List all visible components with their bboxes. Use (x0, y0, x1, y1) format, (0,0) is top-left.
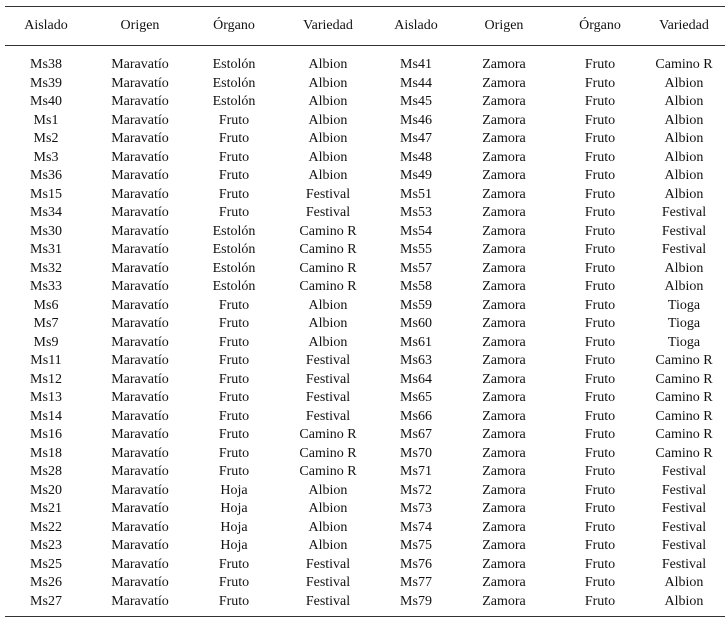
table-cell: Ms12 (30, 371, 62, 387)
table-cell: Fruto (218, 464, 250, 479)
table-cell: Ms1 (33, 112, 59, 128)
table-cell: Festival (661, 501, 707, 516)
table-cell: Fruto (584, 94, 616, 109)
table-cell: Ms74 (400, 519, 432, 535)
table-cell: Camino R (655, 408, 713, 424)
table-cell: Fruto (218, 112, 250, 128)
table-row (5, 297, 725, 316)
table-cell: Ms45 (400, 94, 432, 109)
table-cell: Zamora (482, 75, 526, 91)
table-row (5, 556, 725, 575)
table-cell: Festival (661, 482, 707, 498)
table-cell: Maravatío (111, 519, 169, 535)
table-cell: Festival (661, 205, 707, 220)
table-cell: Ms61 (400, 334, 432, 350)
table-cell: Maravatío (111, 131, 169, 146)
column-header: Origen (484, 18, 524, 33)
table-cell: Albion (308, 94, 348, 109)
table-cell: Festival (305, 353, 351, 368)
table-cell: Zamora (482, 575, 526, 590)
table-cell: Fruto (584, 131, 616, 146)
table-cell: Ms46 (400, 112, 432, 128)
table-row (5, 204, 725, 223)
table-cell: Zamora (482, 94, 526, 109)
table-row (5, 426, 725, 445)
table-row (5, 93, 725, 112)
column-header: Variedad (659, 18, 709, 33)
table-row (5, 500, 725, 519)
table-cell: Camino R (299, 464, 357, 479)
table-cell: Ms28 (30, 464, 62, 479)
table-cell: Fruto (218, 297, 250, 313)
table-cell: Ms7 (33, 316, 59, 331)
table-cell: Camino R (655, 390, 713, 405)
table-cell: Camino R (299, 445, 357, 461)
table-cell: Zamora (482, 519, 526, 535)
table-cell: Ms72 (400, 482, 432, 498)
table-cell: Festival (305, 186, 351, 202)
table-row (5, 130, 725, 149)
table-cell: Albion (664, 279, 704, 294)
table-cell: Ms32 (30, 260, 62, 276)
table-cell: Ms75 (400, 538, 432, 553)
table-cell: Ms60 (400, 316, 432, 331)
table-cell: Zamora (482, 297, 526, 313)
table-cell: Fruto (584, 427, 616, 442)
table-cell: Albion (308, 297, 348, 313)
table-cell: Ms49 (400, 168, 432, 183)
table-cell: Ms23 (30, 538, 62, 553)
table-cell: Albion (308, 316, 348, 331)
table-cell: Maravatío (111, 112, 169, 128)
table-cell: Ms31 (30, 242, 62, 257)
table-cell: Hoja (220, 482, 248, 498)
table-cell: Fruto (218, 445, 250, 461)
table-row (5, 186, 725, 205)
table-cell: Fruto (218, 168, 250, 183)
table-cell: Maravatío (111, 371, 169, 387)
table-cell: Fruto (218, 131, 250, 146)
table-cell: Zamora (482, 131, 526, 146)
table-cell: Festival (661, 242, 707, 257)
table-row (5, 75, 725, 94)
table-cell: Maravatío (111, 242, 169, 257)
table-cell: Fruto (584, 353, 616, 368)
table-cell: Maravatío (111, 223, 169, 239)
table-cell: Albion (664, 186, 704, 202)
column-header: Origen (120, 18, 160, 33)
table-cell: Fruto (218, 353, 250, 368)
table-cell: Camino R (299, 427, 357, 442)
table-cell: Albion (308, 334, 348, 350)
table-cell: Festival (661, 223, 707, 239)
table-cell: Albion (308, 501, 348, 516)
table-cell: Albion (664, 131, 704, 146)
table-cell: Maravatío (111, 353, 169, 368)
table-cell: Maravatío (111, 149, 169, 165)
table-cell: Ms48 (400, 149, 432, 165)
table-cell: Estolón (212, 94, 256, 109)
table-cell: Albion (664, 94, 704, 109)
table-cell: Zamora (482, 390, 526, 405)
table-cell: Zamora (482, 427, 526, 442)
table-cell: Tioga (667, 316, 701, 331)
table-cell: Albion (308, 75, 348, 91)
table-row (5, 445, 725, 464)
table-row (5, 223, 725, 242)
table-cell: Maravatío (111, 445, 169, 461)
table-cell: Ms21 (30, 501, 62, 516)
table-cell: Albion (308, 482, 348, 498)
table-cell: Zamora (482, 205, 526, 220)
table-cell: Fruto (584, 205, 616, 220)
table-row (5, 352, 725, 371)
table-row (5, 574, 725, 593)
table-cell: Festival (305, 390, 351, 405)
table-cell: Fruto (218, 334, 250, 350)
table-cell: Fruto (584, 260, 616, 276)
table-cell: Fruto (584, 112, 616, 128)
table-row (5, 389, 725, 408)
table-cell: Fruto (193, 593, 275, 617)
table-row (5, 593, 725, 617)
table-cell: Hoja (220, 538, 248, 553)
table-cell: Zamora (482, 260, 526, 276)
table-cell: Festival (305, 575, 351, 590)
table-cell: Fruto (584, 501, 616, 516)
table-cell: Maravatío (111, 186, 169, 202)
table-header-row (5, 7, 725, 46)
table-cell: Ms47 (400, 131, 432, 146)
table-cell: Ms64 (400, 371, 432, 387)
table-cell: Ms3 (33, 149, 59, 165)
table-cell: Fruto (218, 390, 250, 405)
table-cell: Festival (275, 593, 381, 617)
table-cell: Zamora (482, 334, 526, 350)
table-cell: Zamora (482, 57, 526, 72)
table-cell: Camino R (655, 57, 713, 72)
table-cell: Zamora (451, 593, 557, 617)
table-cell: Zamora (482, 556, 526, 572)
table-cell: Ms9 (33, 334, 59, 350)
table-cell: Albion (308, 538, 348, 553)
table-cell: Ms38 (30, 57, 62, 72)
table-row (5, 408, 725, 427)
table-cell: Ms71 (400, 464, 432, 479)
table-row (5, 315, 725, 334)
table-cell: Fruto (584, 57, 616, 72)
table-cell: Ms14 (30, 408, 62, 424)
table-cell: Fruto (584, 168, 616, 183)
column-header: Órgano (579, 18, 621, 33)
table-cell: Festival (305, 408, 351, 424)
table-cell: Zamora (482, 186, 526, 202)
table-cell: Albion (308, 57, 348, 72)
table-cell: Albion (308, 131, 348, 146)
table-cell: Zamora (482, 371, 526, 387)
table-cell: Maravatío (111, 464, 169, 479)
table-cell: Ms57 (400, 260, 432, 276)
table-cell: Zamora (482, 242, 526, 257)
table-cell: Camino R (299, 279, 357, 294)
table-cell: Ms77 (400, 575, 432, 590)
table-cell: Ms54 (400, 223, 432, 239)
table-cell: Maravatío (111, 260, 169, 276)
table-cell: Maravatío (111, 297, 169, 313)
table-cell: Zamora (482, 538, 526, 553)
table-cell: Fruto (584, 538, 616, 553)
table-cell: Ms58 (400, 279, 432, 294)
table-cell: Maravatío (111, 427, 169, 442)
table-cell: Maravatío (111, 501, 169, 516)
table-cell: Ms55 (400, 242, 432, 257)
table-cell: Albion (664, 168, 704, 183)
table-cell: Fruto (218, 316, 250, 331)
table-cell: Ms6 (33, 297, 59, 313)
table-cell: Camino R (299, 260, 357, 276)
table-cell: Festival (661, 538, 707, 553)
table-cell: Albion (643, 593, 725, 617)
table-cell: Zamora (482, 501, 526, 516)
table-cell: Fruto (584, 316, 616, 331)
table-cell: Albion (664, 260, 704, 276)
table-cell: Maravatío (87, 593, 193, 617)
table-cell: Ms13 (30, 390, 62, 405)
table-cell: Ms53 (400, 205, 432, 220)
table-row (5, 371, 725, 390)
table-cell: Fruto (584, 445, 616, 461)
table-cell: Maravatío (111, 482, 169, 498)
table-cell: Ms51 (400, 186, 432, 202)
table-row (5, 334, 725, 353)
table-cell: Festival (305, 556, 351, 572)
table-cell: Camino R (655, 353, 713, 368)
table-body (5, 46, 725, 617)
table-cell: Fruto (218, 149, 250, 165)
table-cell: Ms33 (30, 279, 62, 294)
table-cell: Maravatío (111, 316, 169, 331)
table-cell: Ms26 (30, 575, 62, 590)
table-cell: Fruto (218, 427, 250, 442)
table-cell: Tioga (667, 334, 701, 350)
table-row (5, 463, 725, 482)
table-cell: Albion (664, 75, 704, 91)
table-cell: Ms18 (30, 445, 62, 461)
column-header: Aislado (24, 18, 68, 33)
table-cell: Ms67 (400, 427, 432, 442)
column-header: Aislado (394, 18, 438, 33)
table-cell: Maravatío (111, 408, 169, 424)
table-cell: Fruto (584, 186, 616, 202)
table-cell: Ms70 (400, 445, 432, 461)
table-cell: Fruto (584, 482, 616, 498)
table-cell: Albion (664, 149, 704, 165)
table-cell: Festival (661, 464, 707, 479)
table-cell: Maravatío (111, 75, 169, 91)
table-row (5, 278, 725, 297)
table-row (5, 537, 725, 556)
table-cell: Fruto (218, 371, 250, 387)
table-cell: Albion (664, 575, 704, 590)
table-cell: Festival (661, 556, 707, 572)
table-cell: Fruto (218, 408, 250, 424)
table-row (5, 149, 725, 168)
table-cell: Fruto (584, 297, 616, 313)
table-cell: Zamora (482, 445, 526, 461)
table-cell: Fruto (584, 519, 616, 535)
table-cell: Zamora (482, 223, 526, 239)
table-cell: Zamora (482, 149, 526, 165)
table-cell: Hoja (220, 519, 248, 535)
table-cell: Camino R (655, 445, 713, 461)
table-cell: Ms59 (400, 297, 432, 313)
table-cell: Fruto (218, 556, 250, 572)
table-cell: Maravatío (111, 94, 169, 109)
table-cell: Ms63 (400, 353, 432, 368)
table-cell: Camino R (299, 242, 357, 257)
table-cell: Fruto (584, 223, 616, 239)
table-cell: Estolón (212, 223, 256, 239)
table-cell: Zamora (482, 464, 526, 479)
table-cell: Albion (664, 112, 704, 128)
table-cell: Fruto (584, 390, 616, 405)
table-cell: Fruto (584, 371, 616, 387)
table-cell: Ms2 (33, 131, 59, 146)
table-cell: Camino R (299, 223, 357, 239)
table-cell: Estolón (212, 242, 256, 257)
table-cell: Fruto (218, 205, 250, 220)
table-cell: Ms15 (30, 186, 62, 202)
table-cell: Ms20 (30, 482, 62, 498)
table-cell: Ms30 (30, 223, 62, 239)
table-row (5, 112, 725, 131)
table-cell: Zamora (482, 112, 526, 128)
table-cell: Maravatío (111, 538, 169, 553)
table-cell: Maravatío (111, 556, 169, 572)
table-cell: Zamora (482, 168, 526, 183)
table-cell: Ms22 (30, 519, 62, 535)
table-cell: Ms25 (30, 556, 62, 572)
table-cell: Ms73 (400, 501, 432, 516)
table-cell: Maravatío (111, 390, 169, 405)
table-cell: Ms66 (400, 408, 432, 424)
table-cell: Tioga (667, 297, 701, 313)
table-row (5, 482, 725, 501)
table-cell: Camino R (655, 427, 713, 442)
table-cell: Albion (308, 149, 348, 165)
table-row (5, 260, 725, 279)
table-cell: Estolón (212, 260, 256, 276)
table-cell: Maravatío (111, 168, 169, 183)
table-cell: Ms65 (400, 390, 432, 405)
table-cell: Ms40 (30, 94, 62, 109)
table-cell: Albion (308, 112, 348, 128)
table-cell: Maravatío (111, 575, 169, 590)
table-cell: Estolón (212, 57, 256, 72)
table-cell: Ms39 (30, 75, 62, 91)
table-cell: Camino R (655, 371, 713, 387)
table-cell: Festival (661, 519, 707, 535)
table-cell: Zamora (482, 279, 526, 294)
table-cell: Ms36 (30, 168, 62, 183)
isolates-table (5, 6, 725, 617)
table-cell: Fruto (584, 149, 616, 165)
table-cell: Zamora (482, 482, 526, 498)
table-cell: Fruto (584, 75, 616, 91)
table-cell: Hoja (220, 501, 248, 516)
table-row (5, 241, 725, 260)
table-cell: Fruto (584, 464, 616, 479)
table-cell: Ms16 (30, 427, 62, 442)
table-cell: Ms11 (30, 353, 62, 368)
table-cell: Fruto (557, 593, 643, 617)
table-cell: Festival (305, 205, 351, 220)
table-cell: Maravatío (111, 57, 169, 72)
table-spacer (5, 46, 725, 57)
table-cell: Fruto (584, 242, 616, 257)
table-row (5, 519, 725, 538)
table-cell: Maravatío (111, 279, 169, 294)
column-header: Variedad (303, 18, 353, 33)
table-cell: Fruto (218, 186, 250, 202)
table-cell: Zamora (482, 353, 526, 368)
table-cell: Fruto (584, 575, 616, 590)
table-cell: Ms79 (381, 593, 451, 617)
table-cell: Ms41 (400, 57, 432, 72)
table-cell: Fruto (218, 575, 250, 590)
table-row (5, 167, 725, 186)
table-cell: Estolón (212, 279, 256, 294)
table-cell: Ms27 (5, 593, 87, 617)
table-cell: Maravatío (111, 205, 169, 220)
table-cell: Zamora (482, 316, 526, 331)
table-cell: Fruto (584, 408, 616, 424)
table-cell: Maravatío (111, 334, 169, 350)
table-cell: Estolón (212, 75, 256, 91)
table-cell: Fruto (584, 334, 616, 350)
table-cell: Albion (308, 168, 348, 183)
table-cell: Festival (305, 371, 351, 387)
table-cell: Zamora (482, 408, 526, 424)
table-cell: Ms34 (30, 205, 62, 220)
table-row (5, 56, 725, 75)
table-cell: Ms76 (400, 556, 432, 572)
table-cell: Ms44 (400, 75, 432, 91)
table-cell: Fruto (584, 556, 616, 572)
column-header: Órgano (213, 18, 255, 33)
table-cell: Fruto (584, 279, 616, 294)
table-cell: Albion (308, 519, 348, 535)
